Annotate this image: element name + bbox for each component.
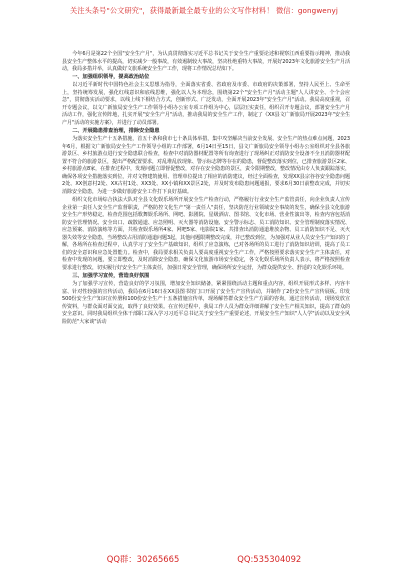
section-1-paragraph: 以习近平新时代中国特色社会主义思想为指导，全面落实省委、省政府及市委、市政府的决策部署，坚持人民至上、生命至上，坚持统筹发展，强化红线意识和底线思维，强化以人为本理念，围绕第22个"安全生产月"活动主题"人人讲安全、个个会应急"，贯彻落实活动要求，以线上线下相结合方式，创新形式、广泛发动，全面开展2023年"安全生产月"活动。我局高度重视，召开专题会议，以文广新旅局安全生产工作领导小组办公室专项工作组为中心，层层压实责任，组织召开专题会议，部署安全生产月活动工作，强化宣传阵地，扎实开展"安全生产月"活动，推动我局的安全生产工作，制定了《XX县文广新旅局开展2023年"安全生产月"活动的实施方案》，并进行了动员部署。 — [62, 82, 350, 126]
section-heading-1: 一、加强组织领导，提高政治站位 — [72, 74, 150, 81]
section-3-paragraph: 为了加强学习宣传，营造良好的学习氛围，增加安全知识储备，紧紧围绕活动主题和重点内容，组织开展形式多样、内容丰富、针对性较强的宣传活动，我局在6月16日在XX县图书馆门口开展了安全生产宣传活动，并制作了2份安全生产宣传展板。印发500份安全生产知识宣传册和100份安全生产十五条措施宣传单，现场解答群众安全生产方面的咨询，通过宣传活动，现场发放宣传资料，与群众面对面交流，取得了良好效果。在宣传过程中，我局工作人员为群众详细讲解了安全生产相关知识，提高了群众的安全意识。同时我局组织全体干部职工深入学习习近平总书记关于安全生产重要论述，开展安全生产知识"人人学"活动以及安全风险防范"大家谈"活动 — [62, 281, 350, 325]
section-2-paragraph-2: 组织文化市场综合执法大队对全县文化娱乐场所开展安全生产检查行动，严格履行行业安全生产监管责任，向企业负责人宣传企业第一责任人安全生产监督职责，严格防控文化生产"第一责任人"责任，坚决防范行业领域安全事故的发生，确保全县文化旅游安全生产形势稳定。检查范围包括歌舞娱乐场所、网吧、影剧院、星级酒店、图书馆、文化市场、营业性演出等，检查内容包括消防安全管理情况、安全出口、疏散通道、应急照明、灭火器等消防设施、安全警示标志、员工消防知识、安全管理制度落实情况、应急预案、消防演练等方面，共检查娱乐场所4家、网吧5家、电影院1家、共排查出消防通道堆放杂物、员工消防知识不足、灭火器失效等安全隐患，当场整改占用消防通道问题3起，其他问题限期整改完成，并已整改到位，为加强对从业人员安全生产知识的了解，各场所在检查过程中，认真学习了安全生产基础知识，组织了应急演练，已对各场所的员工进行了消防知识培训，提高了员工们的安全意识和应急处置能力。检查中，我局要求相关负责人要高度重视安全生产工作，严格按照要求落实安全生产主体责任，对检查中发现的问题，要立即整改，及时消除安全隐患，确保文化旅游市场安全稳定，各文化娱乐场所负责人表示，将严格按照检查要求进行整改，切实履行好安全生产主体责任，加强日常安全管理，确保场所安全运营，为群众提供安全、舒适的文化娱乐环境。 — [62, 196, 350, 271]
section-heading-2: 二、开展隐患排查治理，排除安全隐患 — [72, 128, 160, 135]
document-body — [62, 51, 350, 327]
promo-banner — [0, 0, 408, 26]
promo-banner-text: 关注头条号"公文研究"，获得最新最全最专业的公文写作材料！ 微信：gongwenyj — [70, 6, 338, 15]
qq-group-text: QQ群：30265665 — [106, 554, 180, 564]
qq-text: QQ:535304092 — [237, 554, 302, 564]
section-heading-3: 三、加强学习宣传，营造良好氛围 — [72, 272, 150, 279]
contact-footer — [0, 547, 408, 571]
section-2-paragraph-1: 为落实安全生产十五条措施，首五十条和我市七十条具体举措，集中攻坚解决当前安全发展、安全生产的热点难点问题，2023年6月，根据文广新旅局安全生产工作领导小组的工作部署，6月14日至15日，县文广新旅局安全领导小组办公室组织对全县各旅游景区、乡村旅游点进行安全隐患联合检查，检查中对消防器材配置等所有询查进行了现场纠正对消防安全设备不全且消防器材配置不符合的旅游景区，提出严格配置要求，对乱堆乱放现象、警示标志牌等存在的隐患，督促整改落实到位，已排查旅游景区2家、乡村旅游点8家，在排查过程中，发现问题立即督促整改，对存在安全隐患的景区，责令限期整改，整改情况由专人负责跟踪落实，确保各项安全措施落实到位，并对文物建筑使用、管理单位提出了相应的消防建议，经过全面检查，发现XX县宗谷谷安全隐患问题2处、XX创意村2处、XX古村1处、XX3处、XX小镇和XX景区2处，并及时发布隐患问题通报，要求6月30日前整改完成，并切实消除安全隐患，为进一步做好旅游安全工作打下良好基础。 — [62, 136, 350, 195]
intro-paragraph: 今年6月是第22个全国"安全生产月"，为认真贯彻落实习近平总书记关于安全生产重要论述和视察江西重要指示精神，推动我县安全生产整体水平的提高，切实减少一般事故，有效遏制较大事故，坚决杜绝重特大事故，开展好2023年文化旅游安全生产月活动，我局多措并举，认真做好文旅系统安全生产工作，现将工作情况总结如下。 — [62, 51, 350, 73]
